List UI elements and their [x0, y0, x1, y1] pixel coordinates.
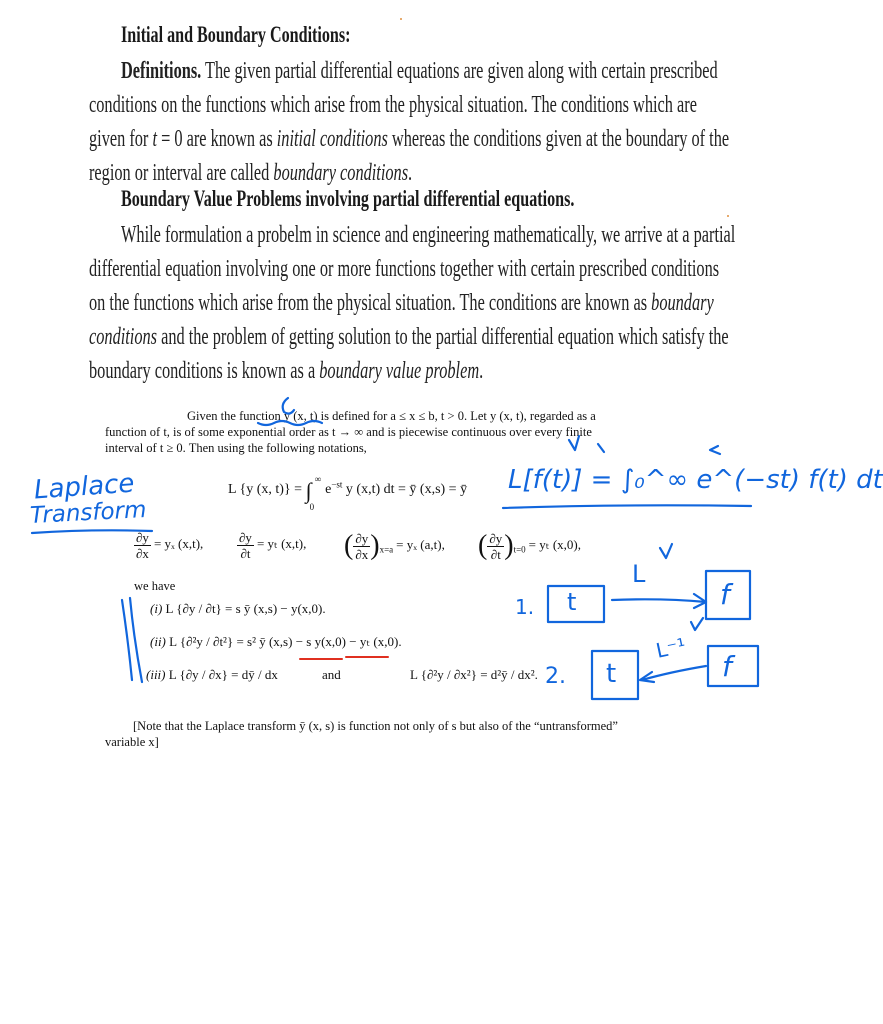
paren-open: (	[478, 530, 488, 561]
wavy-underline	[258, 421, 322, 425]
numerator: ∂y	[239, 530, 252, 545]
text-run: conditions on the functions which arise from the physical situation. The conditions which are	[89, 92, 697, 118]
arrow-right-icon	[612, 594, 706, 608]
handwritten-laplace: Laplace	[33, 468, 136, 506]
text-run: whereas the conditions given at the boundary of the	[387, 126, 730, 152]
text-run: boundary conditions is known as a	[89, 358, 320, 384]
check-mark-icon	[569, 436, 579, 450]
box-f-bottom	[708, 646, 758, 686]
box-t-bottom-label: t	[606, 659, 617, 689]
paren-open: (	[344, 530, 354, 561]
text-run: on the functions which arise from the physical situation. The conditions are known as	[89, 290, 652, 316]
rule-label: (i)	[150, 601, 163, 616]
handwritten-transform: Transform	[29, 496, 148, 530]
numerator: ∂y	[136, 530, 149, 545]
rule-second-x: L {∂²y / ∂x²} = d²ȳ / dx².	[410, 667, 538, 682]
notation-rhs: = yₓ (x,t),	[153, 536, 204, 552]
check-mark-icon	[283, 398, 294, 414]
rule-text: L {∂²y / ∂t²} = s² ȳ (x,s) − s y(x,0) − yₜ (x,0).	[165, 634, 402, 649]
rule-label: (ii)	[150, 634, 166, 649]
laplace-underline	[32, 530, 152, 533]
rule-text: L {∂y / ∂t} = s ȳ (x,s) − y(x,0).	[162, 601, 326, 616]
text-run: boundary value problem	[319, 358, 480, 384]
integral-sign: ∫ ∞ 0	[305, 474, 322, 512]
label-one: 1.	[515, 595, 535, 619]
denominator: ∂t	[240, 546, 251, 561]
int-upper: ∞	[314, 474, 322, 484]
denominator: ∂x	[355, 546, 369, 562]
text-run: boundary conditions	[273, 160, 409, 186]
text-run: differential equation involving one or more functions together with certain prescribed conditions	[89, 256, 720, 282]
denominator: ∂x	[136, 546, 149, 561]
and-word: and	[322, 667, 341, 682]
box-t-top-label: t	[567, 588, 577, 616]
we-have: we have	[134, 579, 176, 593]
check-mark-icon	[598, 444, 604, 452]
def-exp: −st	[331, 479, 343, 490]
check-mark-icon	[691, 618, 703, 630]
arrow-left-icon	[640, 666, 706, 682]
numerator: ∂y	[355, 530, 369, 546]
arrow-Linv-label: L⁻¹	[653, 633, 688, 663]
text-run: given for	[89, 126, 153, 152]
arrow-L-label: L	[632, 560, 646, 588]
box-f-bottom-label: f	[722, 650, 732, 683]
text-run: = 0 are known as	[156, 126, 277, 152]
rule-text: L {∂y / ∂x} = dȳ / dx	[165, 667, 278, 682]
denominator: ∂t	[490, 546, 501, 562]
int-lower: 0	[309, 502, 315, 512]
text-run: boundary	[651, 290, 714, 316]
numerator: ∂y	[489, 530, 503, 546]
section-heading-bvp: Boundary Value Problems involving partial differential equations.	[121, 186, 575, 211]
notation-rhs: = yₜ (x,0),	[528, 536, 581, 552]
note-line-1: [Note that the Laplace transform ȳ (x, s) is function not only of s but also of the “untransformed”	[133, 719, 618, 733]
text-run: t	[152, 126, 157, 152]
text-run: Definitions.	[121, 58, 202, 84]
text-run: .	[408, 160, 413, 186]
speck	[400, 18, 402, 20]
rule-label: (iii)	[146, 667, 166, 682]
handwritten-formula: L[f(t)] = ∫₀^∞ e^(−st) f(t) dt	[508, 465, 883, 495]
text-run: While formulation a probelm in science and engineering mathematically, we arrive at a partial	[121, 222, 736, 248]
text-run: .	[479, 358, 484, 384]
notation-rhs: = yₓ (a,t),	[396, 536, 445, 552]
text-run: The given partial differential equations are given along with certain prescribed	[201, 58, 718, 84]
intro-line-3: interval of t ≥ 0. Then using the following notations,	[105, 441, 367, 455]
section-heading-initial-boundary: Initial and Boundary Conditions:	[121, 22, 351, 47]
def-e: e	[325, 482, 332, 497]
speck	[727, 215, 729, 217]
check-mark-icon	[710, 446, 720, 454]
text-run: initial conditions	[276, 126, 388, 152]
eval-subscript: x=a	[379, 544, 394, 555]
paren-close: )	[504, 530, 514, 561]
check-mark-icon	[660, 544, 672, 558]
note-line-2: variable x]	[105, 735, 159, 749]
text-run: region or interval are called	[89, 160, 274, 186]
eval-subscript: t=0	[513, 544, 526, 555]
box-f-top-label: f	[720, 578, 730, 611]
formula-underline	[503, 505, 751, 508]
intro-line-2: function of t, is of some exponential order as t → ∞ and is piecewise continuous over every finite	[105, 425, 592, 439]
def-rest: y (x,t) dt = ȳ (x,s) = ȳ	[342, 482, 468, 497]
text-run: conditions	[89, 324, 157, 350]
intro-line-1: Given the function y (x, t) is defined for a ≤ x ≤ b, t > 0. Let y (x, t), regarded as a	[187, 409, 596, 423]
text-run: and the problem of getting solution to the partial differential equation which satisfy the	[157, 324, 729, 350]
def-left: L {y (x, t)} =	[228, 482, 303, 497]
paren-close: )	[370, 530, 380, 561]
notation-rhs: = yₜ (x,t),	[256, 536, 307, 552]
label-two: 2.	[545, 664, 566, 689]
